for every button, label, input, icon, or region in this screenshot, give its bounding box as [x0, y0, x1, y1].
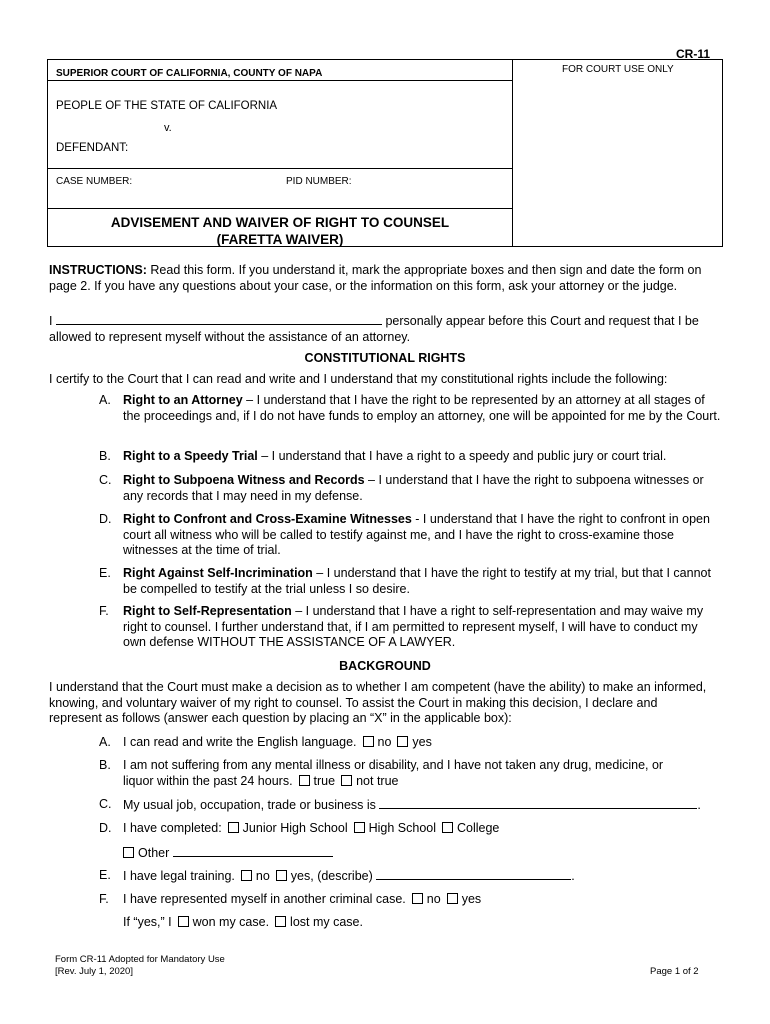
item-text: I have legal training.: [123, 869, 235, 883]
intro-prefix: I: [49, 314, 53, 328]
item-text: I am not suffering from any mental illness or disability, and I have not taken any drug, medicine, or: [123, 758, 664, 772]
legal-training-input[interactable]: [376, 868, 571, 880]
caption-box: [47, 59, 723, 247]
item-title: Right to Self-Representation: [123, 604, 292, 618]
checkbox[interactable]: [299, 775, 310, 786]
checkbox[interactable]: [442, 822, 453, 833]
instructions-label: INSTRUCTIONS:: [49, 263, 147, 277]
divider: [48, 168, 512, 169]
item-letter: C.: [99, 473, 112, 487]
constitutional-heading: CONSTITUTIONAL RIGHTS: [304, 351, 466, 365]
checkbox[interactable]: [123, 847, 134, 858]
item-title: Right to an Attorney: [123, 393, 243, 407]
checkbox[interactable]: [178, 916, 189, 927]
item-text: – I understand that I have a right to self-representation and may waive my right to counsel. I further understand that, if I am permitted to represent myself, I will have to conduct my own defense WITHOUT THE ASSISTANCE OF A LAWYER.: [123, 604, 704, 649]
background-item-f-result: [123, 915, 363, 931]
pid-number-field[interactable]: PID NUMBER:: [286, 176, 352, 187]
option-label: no: [426, 892, 441, 906]
item-letter: B.: [99, 449, 111, 463]
intro-text2: allowed to represent myself without the assistance of an attorney.: [49, 329, 411, 344]
checkbox[interactable]: [241, 870, 252, 881]
item-letter: D.: [99, 512, 112, 526]
certify-text: I certify to the Court that I can read and write and I understand that my constitutional rights include the following:: [49, 372, 668, 386]
form-title: [48, 214, 512, 248]
checkbox[interactable]: [447, 893, 458, 904]
divider: [48, 80, 512, 81]
item-title: Right to a Speedy Trial: [123, 449, 258, 463]
item-letter: F.: [99, 604, 109, 618]
instructions-text: Read this form. If you understand it, mark the appropriate boxes and then sign and date the form on page 2. If you have any questions about your case, or the information on this form, ask your attorney or the judge.: [49, 263, 702, 293]
option-label: no: [255, 869, 270, 883]
checkbox[interactable]: [341, 775, 352, 786]
option-label: Junior High School: [242, 821, 348, 835]
item-text: I have completed:: [123, 821, 222, 835]
item-letter: A.: [99, 735, 111, 749]
footer-line2: [Rev. July 1, 2020]: [55, 966, 133, 977]
court-name: SUPERIOR COURT OF CALIFORNIA, COUNTY OF NAPA: [56, 68, 323, 79]
defendant-field[interactable]: DEFENDANT:: [56, 142, 129, 154]
item-text: My usual job, occupation, trade or business is: [123, 798, 376, 812]
background-heading: BACKGROUND: [339, 659, 431, 673]
form-title-line1: ADVISEMENT AND WAIVER OF RIGHT TO COUNSEL: [110, 215, 450, 230]
item-title: Right to Confront and Cross-Examine Witnesses: [123, 512, 412, 526]
court-use-label: FOR COURT USE ONLY: [562, 64, 674, 75]
item-text-end: .: [697, 798, 701, 812]
option-label: High School: [368, 821, 436, 835]
option-label: won my case.: [192, 915, 270, 929]
item-letter: E.: [99, 868, 111, 882]
item-text-end: .: [571, 869, 575, 883]
instructions: [49, 263, 725, 294]
checkbox[interactable]: [275, 916, 286, 927]
page-number: Page 1 of 2: [650, 966, 699, 977]
option-label: yes: [412, 735, 432, 749]
background-intro: I understand that the Court must make a decision as to whether I am competent (have the ability) to make an informed, knowing, and voluntary waiver of my right to counsel. To assist the Court in making this decision, I declare and represent as follows (answer each question by placing an “X” in the applicable box):: [49, 680, 707, 725]
item-text: I have represented myself in another criminal case.: [123, 892, 406, 906]
intro-statement: [49, 313, 729, 345]
option-label: Other: [138, 846, 170, 860]
option-label: College: [457, 821, 500, 835]
item-text: If “yes,” I: [123, 915, 172, 929]
plaintiff-label: PEOPLE OF THE STATE OF CALIFORNIA: [56, 100, 278, 112]
versus-label: v.: [164, 122, 172, 134]
option-label: yes: [461, 892, 482, 906]
checkbox[interactable]: [276, 870, 287, 881]
item-letter: B.: [99, 758, 111, 772]
case-number-field[interactable]: CASE NUMBER:: [56, 176, 133, 187]
item-letter: D.: [99, 821, 112, 835]
form-title-line2: (FARETTA WAIVER): [216, 232, 344, 247]
form-id: CR-11: [676, 47, 711, 61]
divider: [48, 208, 512, 209]
option-label: no: [377, 735, 392, 749]
item-letter: F.: [99, 892, 109, 906]
item-text: – I understand that I have the right to subpoena witnesses or any records that I may need in my defense.: [123, 473, 704, 503]
divider: [512, 60, 513, 246]
item-text: – I understand that I have a right to a speedy and public jury or court trial.: [257, 449, 667, 463]
option-label: not true: [356, 773, 399, 788]
other-education-input[interactable]: [173, 845, 333, 857]
footer-line1: Form CR-11 Adopted for Mandatory Use: [55, 954, 225, 965]
item-text: – I understand that I have the right to be represented by an attorney at all stages of the proceedings and, if I do not have funds to employ an attorney, one will be appointed for me by the Court.: [123, 393, 721, 423]
option-label: lost my case.: [290, 915, 363, 929]
checkbox[interactable]: [397, 736, 408, 747]
background-item-d-other: [117, 845, 333, 862]
form-footer: [55, 954, 225, 978]
item-text: – I understand that I have the right to testify at my trial, but that I cannot be compelled to testify at the trial unless I so desire.: [123, 566, 711, 596]
item-text: - I understand that I have the right to confront in open court all witness who will be called to testify against me, and I have the right to cross-examine those witnesses at the time of trial.: [123, 512, 710, 557]
occupation-input[interactable]: [379, 797, 697, 809]
item-letter: E.: [99, 566, 111, 580]
name-input[interactable]: [56, 313, 382, 325]
option-label: yes, (describe): [290, 869, 373, 883]
intro-text1: personally appear before this Court and request that I be: [381, 314, 699, 328]
checkbox[interactable]: [228, 822, 239, 833]
checkbox[interactable]: [354, 822, 365, 833]
item-letter: A.: [99, 393, 111, 407]
item-text: I can read and write the English language.: [123, 735, 357, 749]
item-title: Right to Subpoena Witness and Records: [123, 473, 365, 487]
checkbox[interactable]: [412, 893, 423, 904]
option-label: true: [313, 773, 336, 788]
item-text: liquor within the past 24 hours.: [123, 773, 293, 788]
item-letter: C.: [99, 797, 112, 811]
checkbox[interactable]: [363, 736, 374, 747]
item-title: Right Against Self-Incrimination: [123, 566, 313, 580]
